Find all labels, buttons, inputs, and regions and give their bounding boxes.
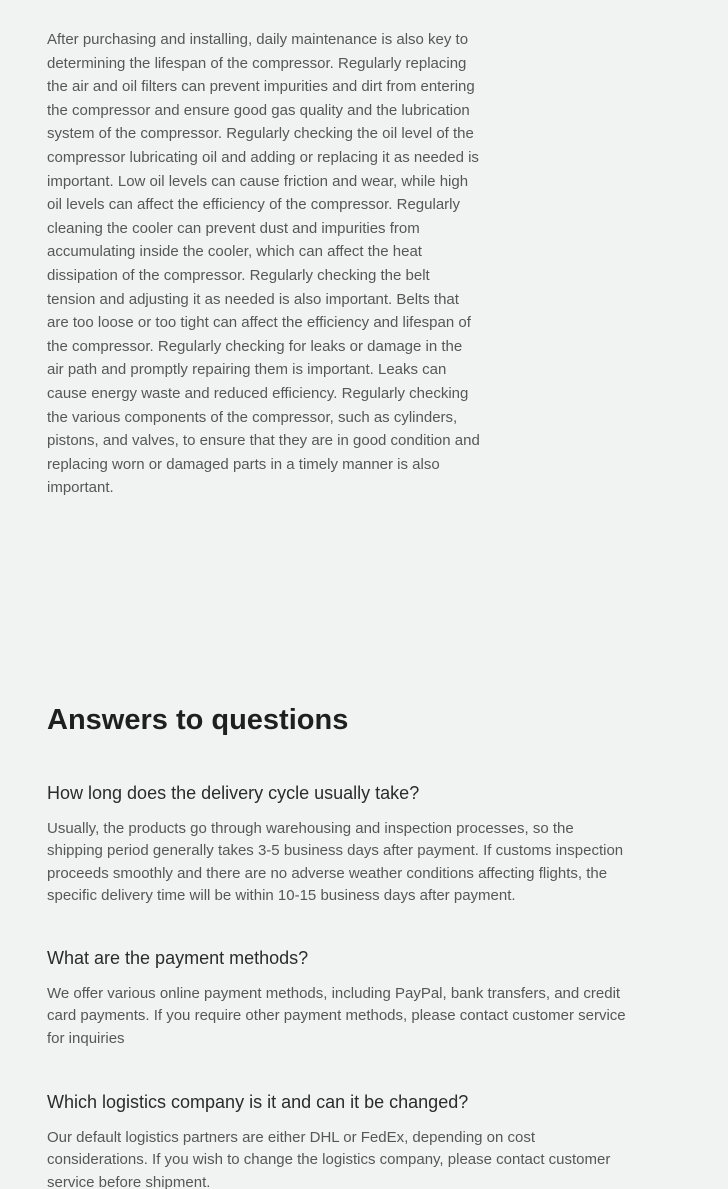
faq-answer-payment-methods: We offer various online payment methods, including PayPal, bank transfers, and credit card payments. If you require other payment methods, please contact customer service for inquiries	[47, 985, 626, 1047]
faq-question-logistics-company: Which logistics company is it and can it be changed?	[47, 1092, 469, 1112]
faq-section-title: Answers to questions	[47, 704, 349, 736]
faq-answer-delivery-cycle: Usually, the products go through warehousing and inspection processes, so the shipping period generally takes 3-5 business days after payment. If customs inspection proceeds smoothly and there are no adverse weather conditions affecting flights, the specific delivery time will be within 10-15 business days after payment.	[47, 820, 624, 905]
faq-answer-logistics-company: Our default logistics partners are either DHL or FedEx, depending on cost considerations. If you wish to change the logistics company, please contact customer service before shipment.	[47, 1129, 611, 1189]
product-maintenance-description: After purchasing and installing, daily maintenance is also key to determining the lifespan of the compressor. Regularly replacing the air and oil filters can prevent impurities and dirt from entering the compressor and ensure good gas quality and the lubrication system of the compressor. Regularly checking the oil level of the compressor lubricating oil and adding or replacing it as needed is important. Low oil levels can cause friction and wear, while high oil levels can affect the efficiency of the compressor. Regularly cleaning the cooler can prevent dust and impurities from accumulating inside the cooler, which can affect the heat dissipation of the compressor. Regularly checking the belt tension and adjusting it as needed is also important. Belts that are too loose or too tight can affect the efficiency and lifespan of the compressor. Regularly checking for leaks or damage in the air path and promptly repairing them is important. Leaks can cause energy waste and reduced efficiency. Regularly checking the various components of the compressor, such as cylinders, pistons, and valves, to ensure that they are in good condition and replacing worn or damaged parts in a timely manner is also important.	[47, 31, 480, 497]
faq-question-delivery-cycle: How long does the delivery cycle usually take?	[47, 783, 420, 803]
faq-question-payment-methods: What are the payment methods?	[47, 948, 309, 968]
